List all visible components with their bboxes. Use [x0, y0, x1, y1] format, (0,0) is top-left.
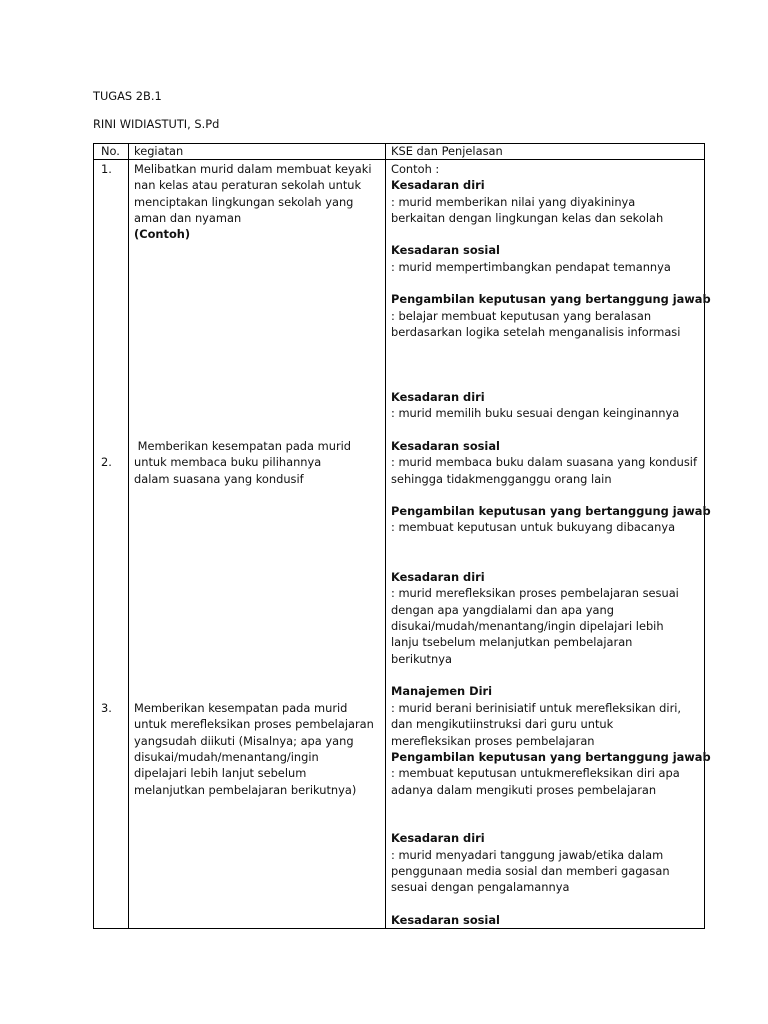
kse-heading: Pengambilan keputusan yang bertanggung jawab	[391, 292, 711, 306]
kse-line: : murid memberikan nilai yang diyakininya	[391, 195, 636, 209]
row-1-number: 1.	[101, 162, 112, 176]
kse-heading: Kesadaran diri	[391, 178, 485, 192]
column-divider-1	[128, 144, 129, 928]
row-3-kegiatan-line: yangsudah diikuti (Misalnya; apa yang	[134, 734, 354, 748]
row-3-kegiatan-line: dipelajari lebih lanjut sebelum	[134, 766, 307, 780]
kse-line: : membuat keputusan untukmerefleksikan diri apa	[391, 766, 680, 780]
header-no: No.	[101, 144, 120, 158]
header-kse: KSE dan Penjelasan	[391, 144, 503, 158]
row-2-kegiatan-line: untuk membaca buku pilihannya	[134, 455, 322, 469]
kse-table	[93, 143, 711, 929]
document-title: TUGAS 2B.1	[93, 89, 162, 103]
kse-line: berikutnya	[391, 652, 452, 666]
kse-line: sesuai dengan pengalamannya	[391, 880, 570, 894]
kse-line: merefleksikan proses pembelajaran	[391, 734, 595, 748]
kse-heading: Kesadaran sosial	[391, 439, 500, 453]
row-1-kegiatan-line: aman dan nyaman	[134, 211, 242, 225]
kse-line: : belajar membuat keputusan yang beralasan	[391, 309, 652, 323]
kse-heading: Kesadaran diri	[391, 831, 485, 845]
kse-heading: Pengambilan keputusan yang bertanggung jawab	[391, 504, 711, 518]
kse-line: dengan apa yangdialami dan apa yang	[391, 603, 614, 617]
kse-line: : murid merefleksikan proses pembelajaran sesuai	[391, 586, 679, 600]
kse-line: : murid membaca buku dalam suasana yang kondusif	[391, 455, 697, 469]
row-3-kegiatan-line: Memberikan kesempatan pada murid	[134, 701, 348, 715]
kse-line: : murid berani berinisiatif untuk merefleksikan diri,	[391, 701, 682, 715]
row-1-kegiatan-line: nan kelas atau peraturan sekolah untuk	[134, 178, 362, 192]
row-1-kegiatan-line: menciptakan lingkungan sekolah yang	[134, 195, 354, 209]
kse-line: dan mengikutiinstruksi dari guru untuk	[391, 717, 614, 731]
kse-line: disukai/mudah/menantang/ingin dipelajari lebih	[391, 619, 664, 633]
kse-heading: Kesadaran sosial	[391, 913, 500, 927]
row-1-kse-intro: Contoh :	[391, 162, 440, 176]
row-3-kegiatan-line: disukai/mudah/menantang/ingin	[134, 750, 319, 764]
kse-line: sehingga tidakmengganggu orang lain	[391, 472, 612, 486]
header-kegiatan: kegiatan	[134, 144, 184, 158]
kse-heading: Pengambilan keputusan yang bertanggung jawab	[391, 750, 711, 764]
kse-line: lanju tsebelum melanjutkan pembelajaran	[391, 635, 633, 649]
kse-heading: Kesadaran sosial	[391, 243, 500, 257]
header-divider	[94, 159, 704, 160]
row-3-kegiatan-line: untuk merefleksikan proses pembelajaran	[134, 717, 374, 731]
row-2-kegiatan-line: Memberikan kesempatan pada murid	[134, 439, 352, 453]
kse-line: : murid menyadari tanggung jawab/etika dalam	[391, 848, 664, 862]
kse-heading: Kesadaran diri	[391, 390, 485, 404]
row-3-kegiatan-line: melanjutkan pembelajaran berikutnya)	[134, 783, 357, 797]
kse-line: : membuat keputusan untuk bukuyang dibacanya	[391, 520, 676, 534]
kse-line: penggunaan media sosial dan memberi gagasan	[391, 864, 670, 878]
row-1-kegiatan-line: Melibatkan murid dalam membuat keyaki	[134, 162, 372, 176]
row-2-number: 2.	[101, 455, 112, 469]
kse-line: berdasarkan logika setelah menganalisis informasi	[391, 325, 681, 339]
kse-line: berkaitan dengan lingkungan kelas dan sekolah	[391, 211, 664, 225]
document-author: RINI WIDIASTUTI, S.Pd	[93, 117, 220, 131]
row-2-kegiatan-line: dalam suasana yang kondusif	[134, 472, 304, 486]
kse-heading: Manajemen Diri	[391, 684, 492, 698]
row-1-kegiatan-note: (Contoh)	[134, 227, 191, 241]
kse-line: : murid memilih buku sesuai dengan keinginannya	[391, 406, 680, 420]
kse-line: : murid mempertimbangkan pendapat temannya	[391, 260, 671, 274]
column-divider-2	[385, 144, 386, 928]
kse-line: adanya dalam mengikuti proses pembelajaran	[391, 783, 657, 797]
kse-heading: Kesadaran diri	[391, 570, 485, 584]
row-3-number: 3.	[101, 701, 112, 715]
